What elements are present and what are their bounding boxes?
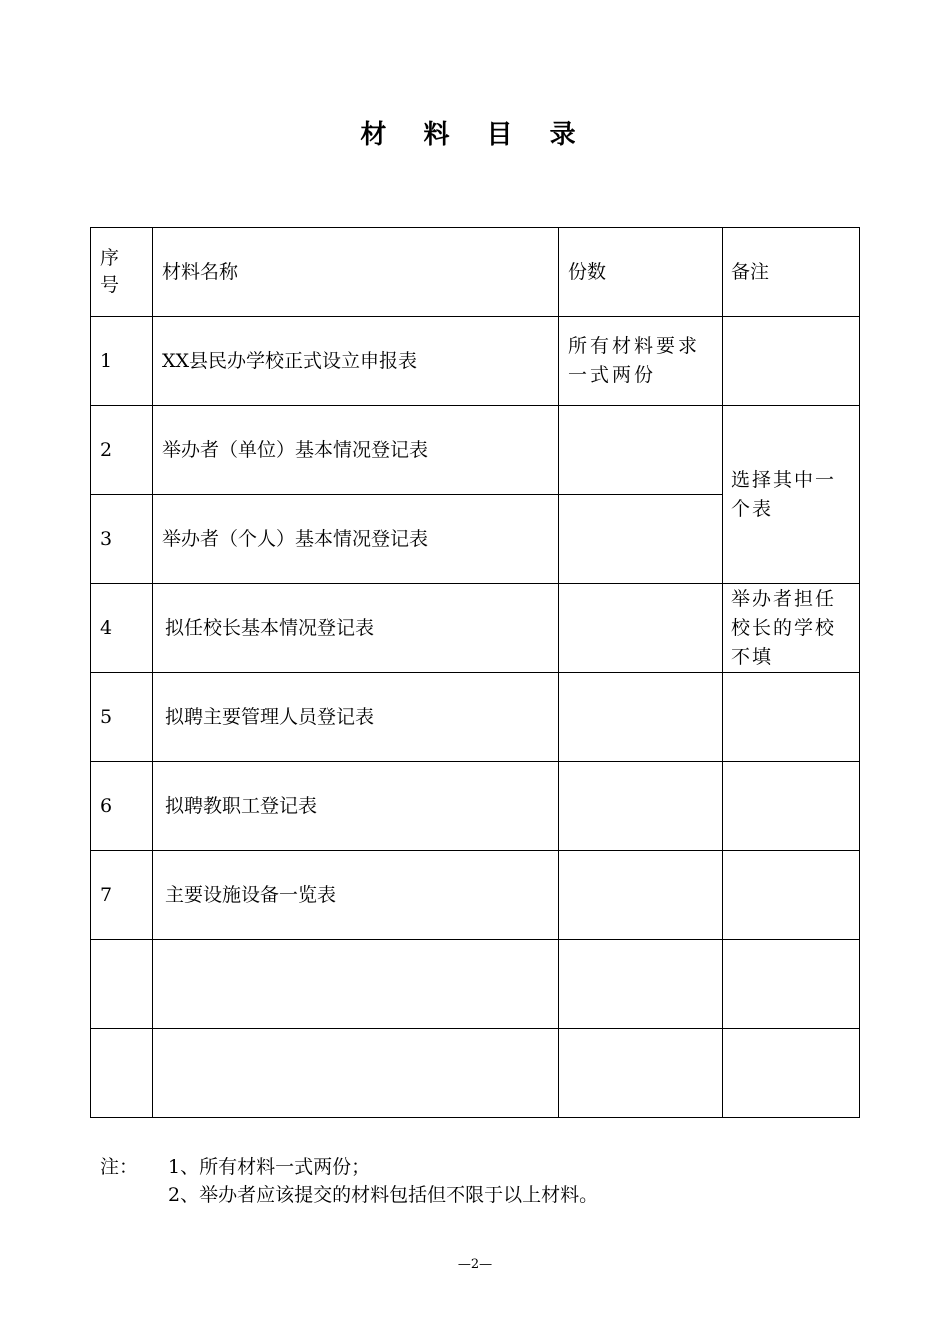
row-no: 7 [91, 851, 153, 940]
row-no: 3 [91, 495, 153, 584]
note-line-2 [100, 1181, 598, 1209]
row-no: 6 [91, 762, 153, 851]
row-name [153, 940, 559, 1029]
row-name: 举办者（个人）基本情况登记表 [153, 495, 559, 584]
row-name: 主要设施设备一览表 [153, 851, 559, 940]
row-copies [559, 495, 723, 584]
row-remark [723, 762, 860, 851]
remark-principal: 举办者担任校长的学校不填 [723, 584, 860, 673]
table-row [91, 406, 860, 495]
row-copies [559, 940, 723, 1029]
row-copies [559, 406, 723, 495]
row-name [153, 1029, 559, 1118]
table-row [91, 851, 860, 940]
row-no: 1 [91, 317, 153, 406]
table-row [91, 317, 860, 406]
note-line-1 [100, 1153, 598, 1181]
row-remark [723, 851, 860, 940]
row-copies [559, 1029, 723, 1118]
row-no: 4 [91, 584, 153, 673]
table-row [91, 673, 860, 762]
row-no: 5 [91, 673, 153, 762]
table-row [91, 940, 860, 1029]
row-remark [723, 940, 860, 1029]
row-name: 拟聘教职工登记表 [153, 762, 559, 851]
row-remark [723, 317, 860, 406]
row-copies [559, 673, 723, 762]
page-title: 材 料 目 录 [360, 120, 590, 150]
row-name: 举办者（单位）基本情况登记表 [153, 406, 559, 495]
row-copies [559, 762, 723, 851]
table-row [91, 762, 860, 851]
table-row [91, 1029, 860, 1118]
note-item: 2、举办者应该提交的材料包括但不限于以上材料。 [168, 1184, 599, 1206]
row-no [91, 1029, 153, 1118]
row-copies [559, 584, 723, 673]
row-name: 拟聘主要管理人员登记表 [153, 673, 559, 762]
remark-choose-one: 选择其中一个表 [723, 406, 860, 584]
row-copies [559, 851, 723, 940]
row-remark [723, 673, 860, 762]
table-header-row [91, 228, 860, 317]
row-no: 2 [91, 406, 153, 495]
header-copies: 份数 [559, 228, 723, 317]
header-no: 序号 [91, 228, 153, 317]
table-row [91, 584, 860, 673]
materials-table [90, 227, 860, 1118]
header-name: 材料名称 [153, 228, 559, 317]
notes-label: 注： [100, 1156, 139, 1178]
copies-note: 所有材料要求一式两份 [559, 317, 723, 406]
row-no [91, 940, 153, 1029]
page-number: —2— [457, 1257, 493, 1272]
row-remark [723, 1029, 860, 1118]
row-name: 拟任校长基本情况登记表 [153, 584, 559, 673]
notes [100, 1153, 598, 1209]
header-remark: 备注 [723, 228, 860, 317]
note-item: 1、所有材料一式两份； [168, 1156, 371, 1178]
row-name: XX县民办学校正式设立申报表 [153, 317, 559, 406]
